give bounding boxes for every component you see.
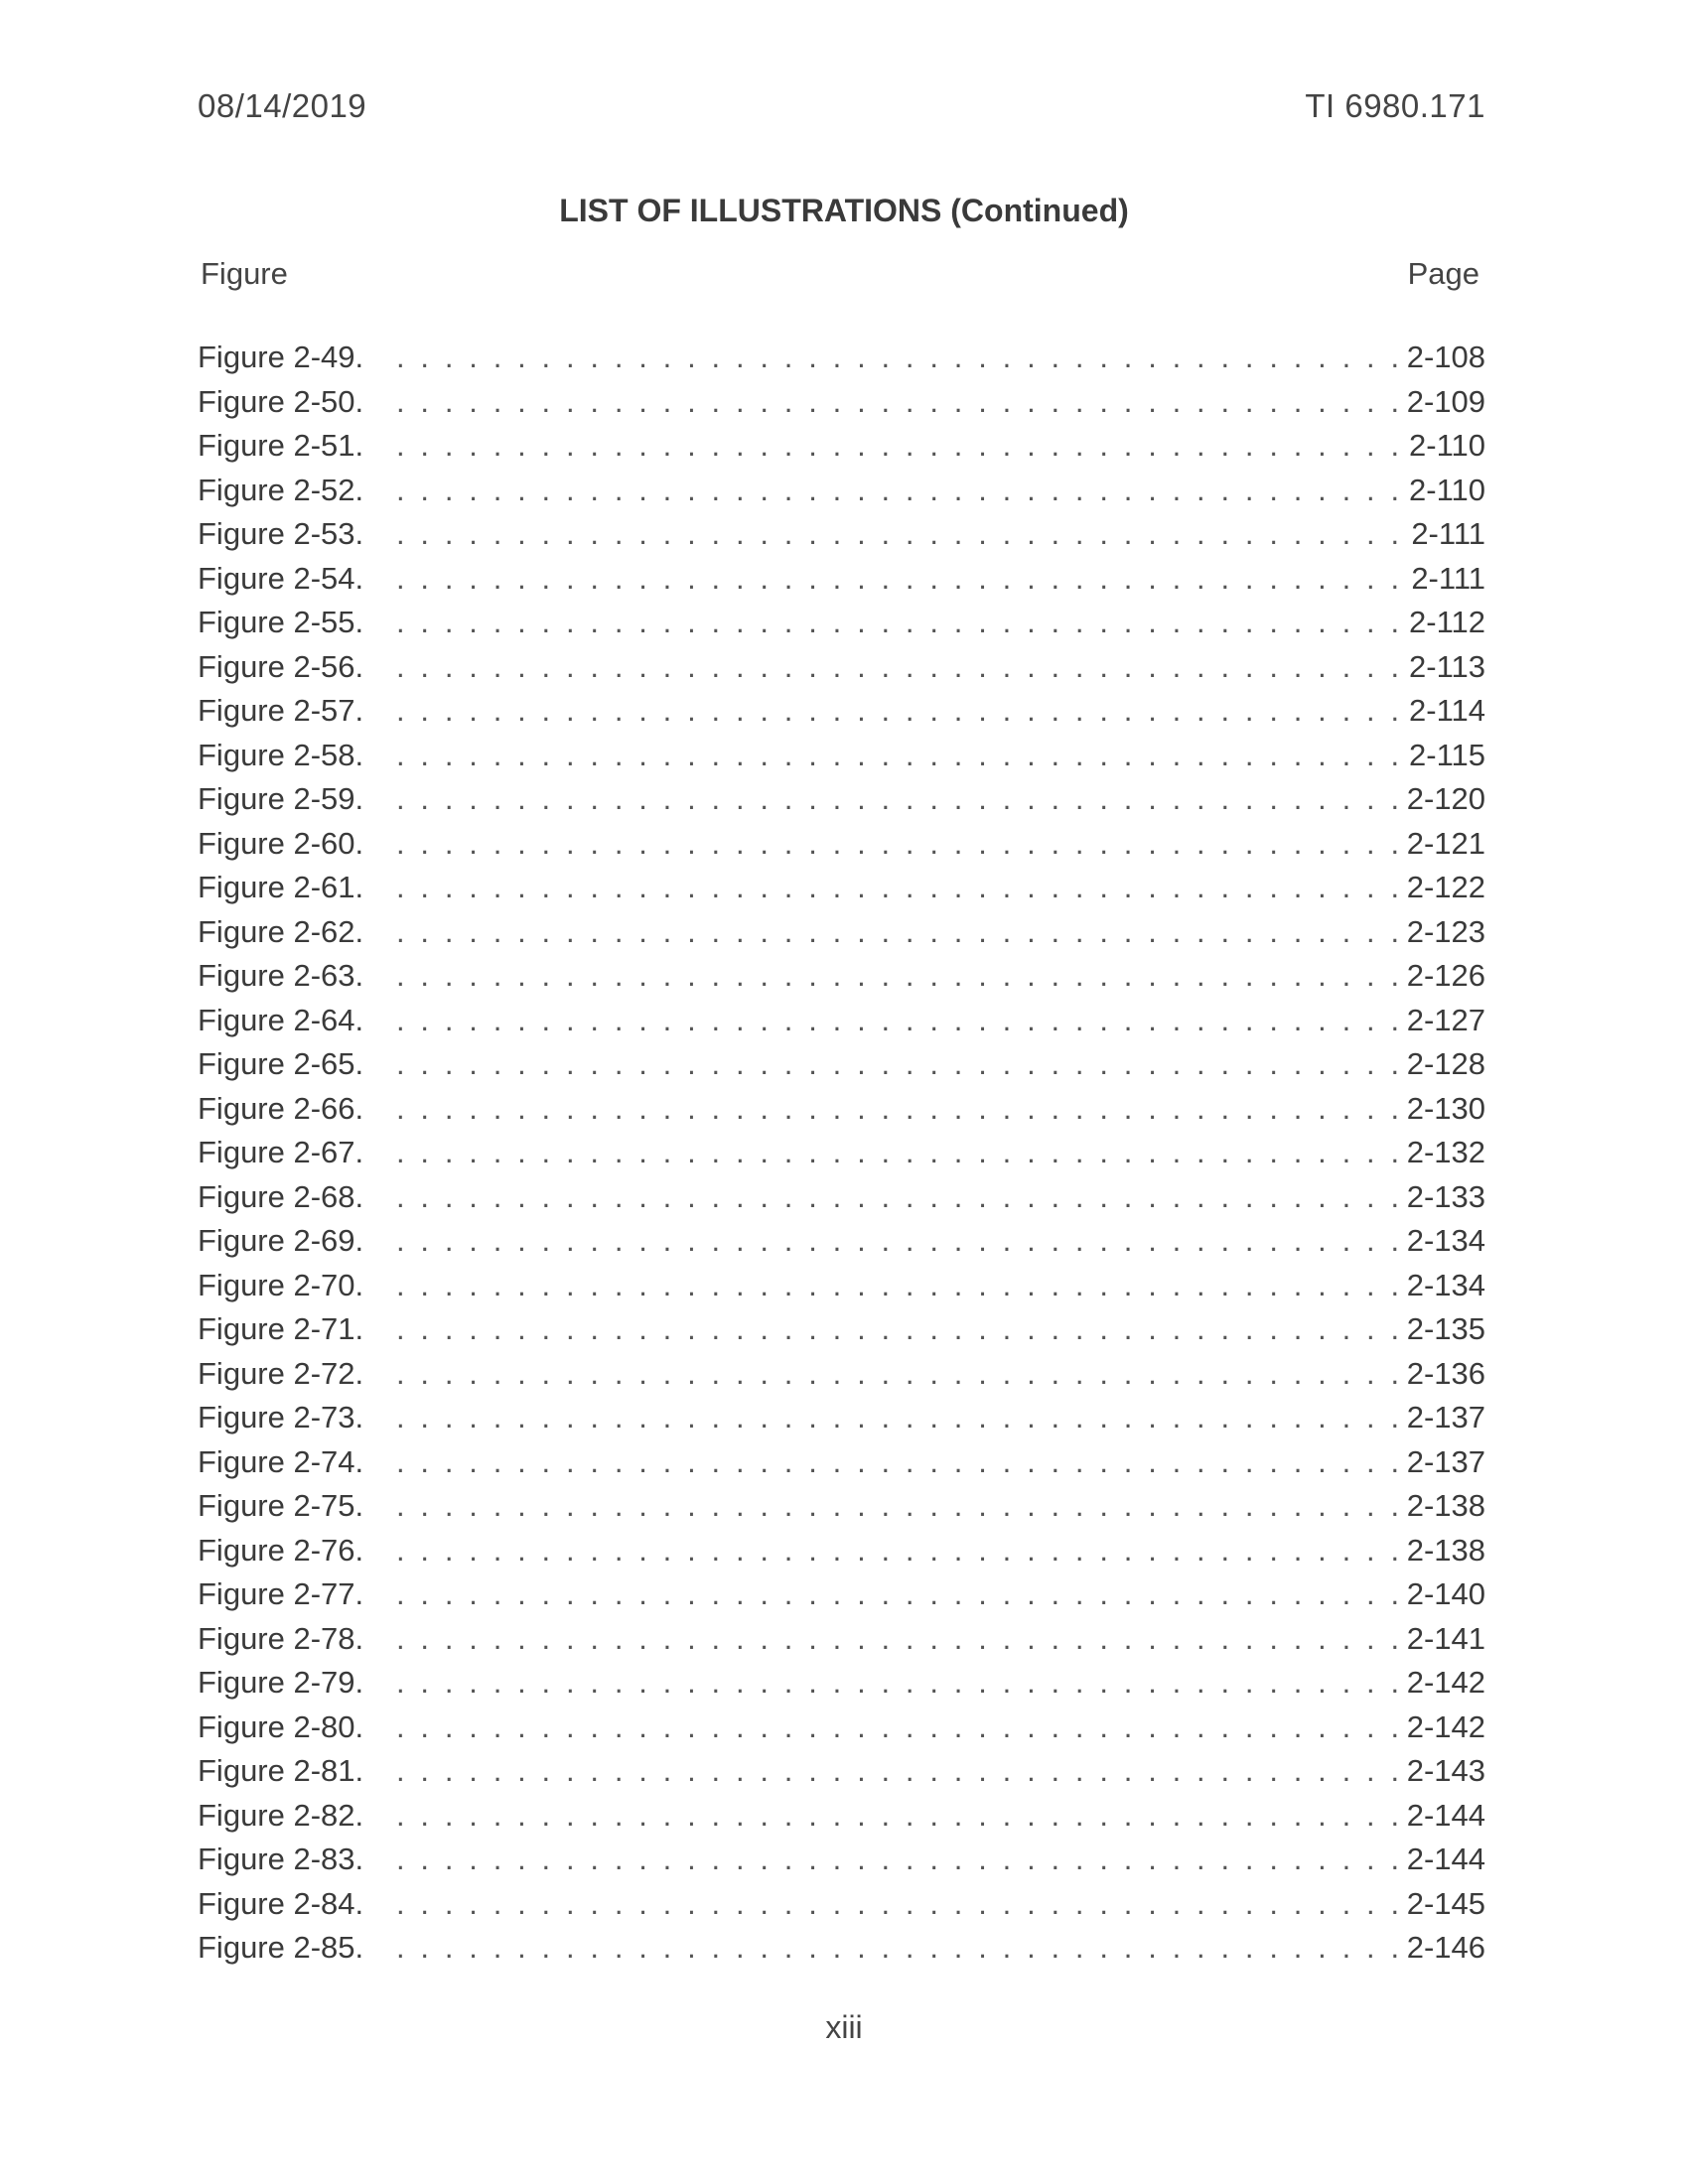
figure-label: Figure 2-54. (198, 560, 364, 596)
list-item (198, 1484, 1485, 1529)
figure-label: Figure 2-51. (198, 428, 364, 464)
page-reference: 2-114 (1409, 693, 1485, 729)
figure-label: Figure 2-68. (198, 1178, 364, 1214)
page-reference: 2-132 (1406, 1135, 1485, 1170)
list-item (198, 1087, 1485, 1132)
figure-label: Figure 2-52. (198, 472, 364, 507)
list-item (198, 1529, 1485, 1573)
list-item (198, 777, 1485, 822)
page-reference: 2-120 (1406, 781, 1485, 817)
header-document-id: TI 6980.171 (1305, 87, 1485, 124)
list-item (198, 910, 1485, 955)
list-item (198, 1617, 1485, 1662)
figure-label: Figure 2-72. (198, 1355, 364, 1391)
list-item (198, 512, 1485, 557)
list-item (198, 1749, 1485, 1794)
dot-leader (396, 1533, 1407, 1569)
dot-leader (396, 738, 1409, 773)
page-reference: 2-141 (1406, 1620, 1485, 1656)
page-reference: 2-121 (1406, 825, 1485, 861)
page-reference: 2-137 (1406, 1443, 1485, 1479)
dot-leader (396, 1091, 1407, 1127)
figure-label: Figure 2-74. (198, 1443, 364, 1479)
page-reference: 2-138 (1406, 1532, 1485, 1568)
dot-leader (396, 1753, 1407, 1789)
dot-leader (396, 1488, 1407, 1524)
dot-leader (396, 1930, 1407, 1966)
list-item (198, 380, 1485, 425)
page-reference: 2-111 (1411, 516, 1485, 552)
figure-label: Figure 2-57. (198, 693, 364, 729)
figure-label: Figure 2-80. (198, 1708, 364, 1744)
dot-leader (396, 340, 1407, 375)
page-reference: 2-115 (1409, 737, 1485, 772)
figure-label: Figure 2-49. (198, 340, 364, 375)
list-item (198, 1661, 1485, 1706)
dot-leader (396, 1268, 1407, 1303)
page-reference: 2-126 (1406, 958, 1485, 994)
list-item (198, 999, 1485, 1043)
figure-label: Figure 2-78. (198, 1620, 364, 1656)
dot-leader (396, 914, 1407, 950)
figure-label: Figure 2-69. (198, 1223, 364, 1259)
figure-label: Figure 2-56. (198, 648, 364, 684)
page-number: xiii (825, 2009, 863, 2045)
dot-leader (396, 1576, 1407, 1612)
dot-leader (396, 649, 1409, 685)
list-item (198, 601, 1485, 645)
list-item (198, 469, 1485, 513)
page-reference: 2-111 (1411, 560, 1485, 596)
list-item (198, 1219, 1485, 1264)
page-reference: 2-142 (1406, 1708, 1485, 1744)
list-item (198, 1926, 1485, 1971)
page-reference: 2-136 (1406, 1355, 1485, 1391)
column-heading-figure: Figure (201, 256, 288, 291)
dot-leader (396, 781, 1407, 817)
page-reference: 2-140 (1406, 1576, 1485, 1612)
list-item (198, 1572, 1485, 1617)
page-reference: 2-134 (1406, 1267, 1485, 1302)
dot-leader (396, 1223, 1407, 1259)
figure-label: Figure 2-70. (198, 1267, 364, 1302)
list-item (198, 822, 1485, 867)
dot-leader (396, 1886, 1407, 1922)
dot-leader (396, 693, 1409, 729)
dot-leader (396, 473, 1409, 508)
page-reference: 2-130 (1406, 1090, 1485, 1126)
figure-label: Figure 2-58. (198, 737, 364, 772)
list-item (198, 1131, 1485, 1175)
figure-label: Figure 2-67. (198, 1135, 364, 1170)
dot-leader (396, 958, 1407, 994)
page-reference: 2-145 (1406, 1885, 1485, 1921)
figure-label: Figure 2-79. (198, 1665, 364, 1701)
list-item (198, 1396, 1485, 1440)
figure-label: Figure 2-65. (198, 1046, 364, 1082)
figure-label: Figure 2-73. (198, 1400, 364, 1435)
page-reference: 2-135 (1406, 1311, 1485, 1347)
page-reference: 2-123 (1406, 913, 1485, 949)
header-date: 08/14/2019 (198, 87, 367, 124)
dot-leader (396, 1046, 1407, 1082)
dot-leader (396, 1400, 1407, 1435)
list-item (198, 866, 1485, 910)
dot-leader (396, 1179, 1407, 1215)
list-item (198, 1706, 1485, 1750)
list-item (198, 1042, 1485, 1087)
dot-leader (396, 516, 1411, 552)
figure-label: Figure 2-76. (198, 1532, 364, 1568)
list-item (198, 1352, 1485, 1397)
dot-leader (396, 1709, 1407, 1745)
page-reference: 2-113 (1409, 648, 1485, 684)
dot-leader (396, 1311, 1407, 1347)
figure-label: Figure 2-50. (198, 383, 364, 419)
page-reference: 2-128 (1406, 1046, 1485, 1082)
page-reference: 2-137 (1406, 1400, 1485, 1435)
figure-label: Figure 2-55. (198, 605, 364, 640)
page-reference: 2-142 (1406, 1665, 1485, 1701)
dot-leader (396, 1135, 1407, 1170)
illustrations-list (198, 336, 1485, 1971)
figure-label: Figure 2-71. (198, 1311, 364, 1347)
figure-label: Figure 2-60. (198, 825, 364, 861)
page-reference: 2-134 (1406, 1223, 1485, 1259)
dot-leader (396, 561, 1411, 597)
column-heading-page: Page (1407, 256, 1479, 291)
dot-leader (396, 384, 1407, 420)
figure-label: Figure 2-83. (198, 1842, 364, 1877)
list-item (198, 954, 1485, 999)
figure-label: Figure 2-77. (198, 1576, 364, 1612)
page-reference: 2-144 (1406, 1797, 1485, 1833)
list-item (198, 557, 1485, 602)
dot-leader (396, 1444, 1407, 1480)
dot-leader (396, 1003, 1407, 1038)
page-reference: 2-112 (1409, 605, 1485, 640)
figure-label: Figure 2-82. (198, 1797, 364, 1833)
list-item (198, 1440, 1485, 1485)
figure-label: Figure 2-75. (198, 1488, 364, 1524)
page-reference: 2-127 (1406, 1002, 1485, 1037)
figure-label: Figure 2-63. (198, 958, 364, 994)
figure-label: Figure 2-84. (198, 1885, 364, 1921)
figure-label: Figure 2-85. (198, 1930, 364, 1966)
page-reference: 2-109 (1406, 383, 1485, 419)
list-item (198, 1838, 1485, 1882)
page-reference: 2-144 (1406, 1842, 1485, 1877)
dot-leader (396, 605, 1409, 640)
list-item (198, 424, 1485, 469)
page-reference: 2-122 (1406, 870, 1485, 905)
figure-label: Figure 2-53. (198, 516, 364, 552)
page-reference: 2-143 (1406, 1753, 1485, 1789)
figure-label: Figure 2-61. (198, 870, 364, 905)
list-item (198, 689, 1485, 734)
page-reference: 2-146 (1406, 1930, 1485, 1966)
dot-leader (396, 1665, 1407, 1701)
list-item (198, 336, 1485, 380)
list-item (198, 1882, 1485, 1927)
dot-leader (396, 1621, 1407, 1657)
dot-leader (396, 1356, 1407, 1392)
list-item (198, 1264, 1485, 1308)
list-item (198, 734, 1485, 778)
page-title: LIST OF ILLUSTRATIONS (Continued) (559, 193, 1129, 228)
page-reference: 2-108 (1406, 340, 1485, 375)
page-reference: 2-110 (1409, 428, 1485, 464)
figure-label: Figure 2-64. (198, 1002, 364, 1037)
dot-leader (396, 1798, 1407, 1834)
dot-leader (396, 870, 1407, 905)
dot-leader (396, 1842, 1407, 1877)
list-item (198, 1307, 1485, 1352)
figure-label: Figure 2-81. (198, 1753, 364, 1789)
dot-leader (396, 826, 1407, 862)
figure-label: Figure 2-59. (198, 781, 364, 817)
list-item (198, 1794, 1485, 1839)
page-reference: 2-138 (1406, 1488, 1485, 1524)
page-reference: 2-110 (1409, 472, 1485, 507)
page-reference: 2-133 (1406, 1178, 1485, 1214)
figure-label: Figure 2-66. (198, 1090, 364, 1126)
list-item (198, 645, 1485, 690)
dot-leader (396, 428, 1409, 464)
figure-label: Figure 2-62. (198, 913, 364, 949)
list-item (198, 1175, 1485, 1220)
